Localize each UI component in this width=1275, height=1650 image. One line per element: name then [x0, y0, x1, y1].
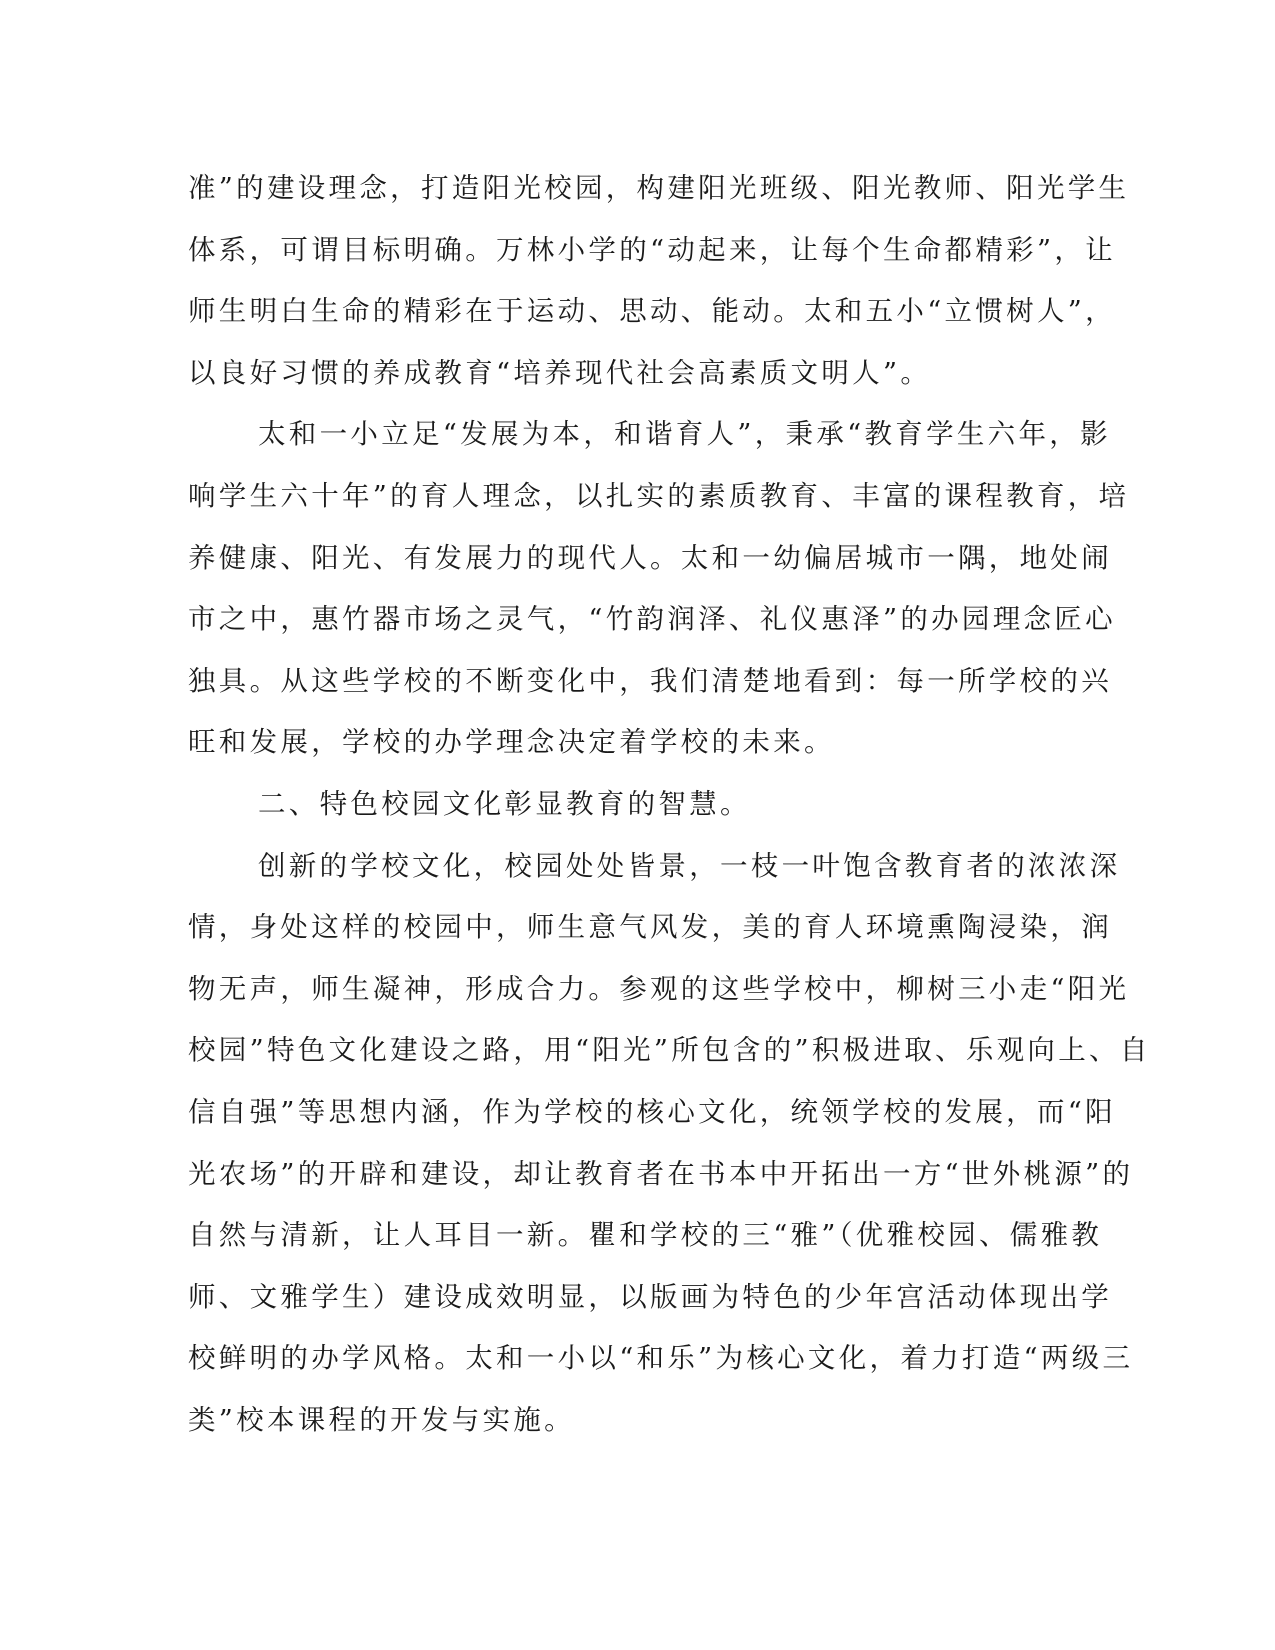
- text-line: 体系，可谓目标明确。万林小学的“动起来，让每个生命都精彩”，让: [188, 233, 1116, 266]
- text-line: 自然与清新，让人耳目一新。瞿和学校的三“雅”（优雅校园、儒雅教: [188, 1219, 1103, 1252]
- text-line: 创新的学校文化，校园处处皆景，一枝一叶饱含教育者的浓浓深: [258, 849, 1121, 882]
- text-line: 以良好习惯的养成教育“培养现代社会高素质文明人”。: [188, 356, 932, 389]
- text-line: 类”校本课程的开发与实施。: [188, 1403, 575, 1436]
- section-heading-text: 二、特色校园文化彰显教育的智慧。: [258, 787, 751, 820]
- text-line: 信自强”等思想内涵，作为学校的核心文化，统领学校的发展，而“阳: [188, 1095, 1116, 1128]
- text-line: 光农场”的开辟和建设，却让教育者在书本中开拓出一方“世外桃源”的: [188, 1157, 1134, 1190]
- text-line: 太和一小立足“发展为本，和谐育人”，秉承“教育学生六年，影: [258, 418, 1111, 451]
- section-heading: [188, 774, 1088, 836]
- paragraph: [188, 404, 1130, 774]
- paragraph: [188, 158, 1130, 404]
- document-body: [188, 158, 1151, 1451]
- text-line: 市之中，惠竹器市场之灵气，“竹韵润泽、礼仪惠泽”的办园理念匠心: [188, 603, 1116, 636]
- text-line: 校鲜明的办学风格。太和一小以“和乐”为核心文化，着力打造“两级三: [188, 1342, 1134, 1375]
- text-line: 旺和发展，学校的办学理念决定着学校的未来。: [188, 726, 835, 759]
- text-line: 情，身处这样的校园中，师生意气风发，美的育人环境熏陶浸染，润: [188, 911, 1112, 944]
- text-line: 师、文雅学生）建设成效明显，以版画为特色的少年宫活动体现出学: [188, 1280, 1112, 1313]
- text-line: 养健康、阳光、有发展力的现代人。太和一幼偏居城市一隅，地处闹: [188, 541, 1112, 574]
- text-line: 物无声，师生凝神，形成合力。参观的这些学校中，柳树三小走“阳光: [188, 972, 1130, 1005]
- text-line: 响学生六十年”的育人理念，以扎实的素质教育、丰富的课程教育，培: [188, 479, 1130, 512]
- text-line: 师生明白生命的精彩在于运动、思动、能动。太和五小“立惯树人”，: [188, 295, 1116, 328]
- paragraph: [188, 836, 1151, 1452]
- text-line: 校园”特色文化建设之路，用“阳光”所包含的”积极进取、乐观向上、自: [188, 1034, 1151, 1067]
- text-line: 独具。从这些学校的不断变化中，我们清楚地看到：每一所学校的兴: [188, 664, 1112, 697]
- text-line: 准”的建设理念，打造阳光校园，构建阳光班级、阳光教师、阳光学生: [188, 172, 1130, 204]
